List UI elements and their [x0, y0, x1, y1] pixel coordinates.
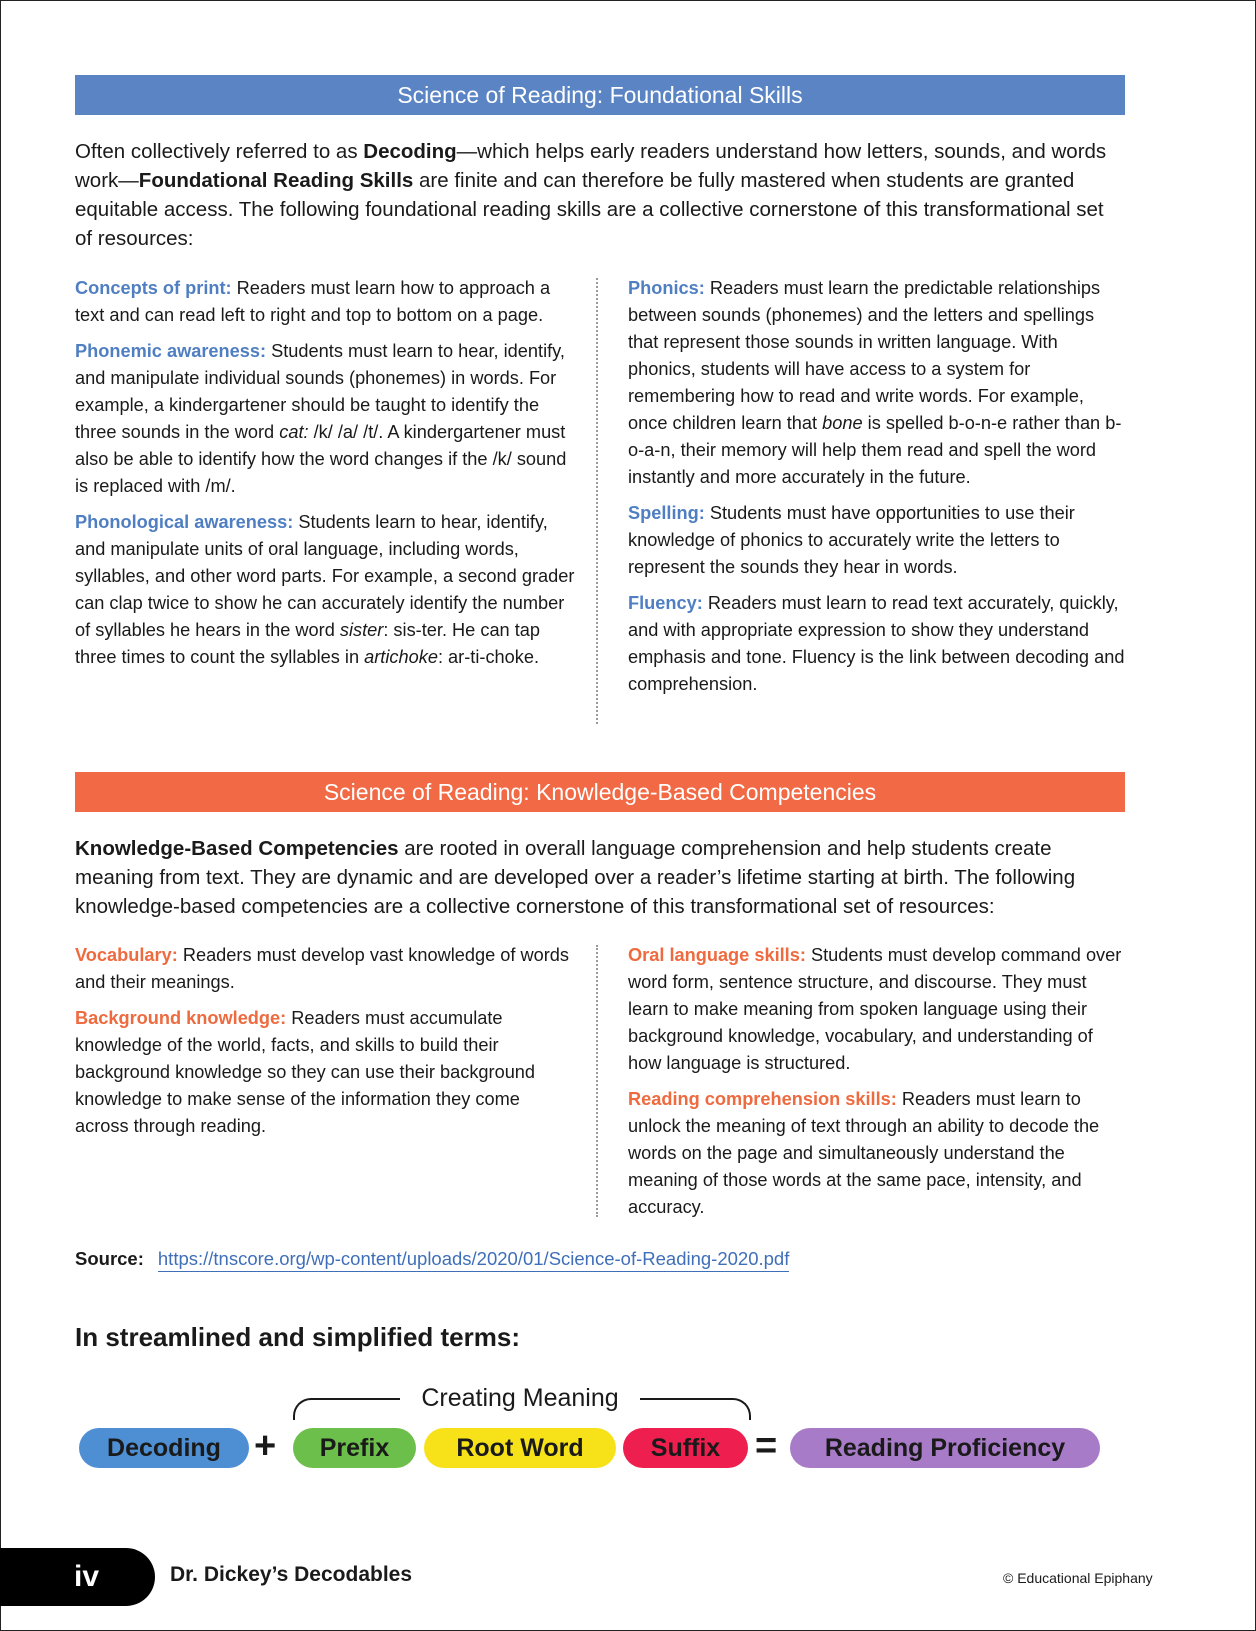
- knowledge-right-column: [628, 942, 1125, 1230]
- suffix-pill: Suffix: [623, 1428, 748, 1468]
- vocabulary-paragraph: Vocabulary: Readers must develop vast knowledge of words and their meanings.: [75, 945, 570, 992]
- simplified-heading: In streamlined and simplified terms:: [75, 1322, 520, 1352]
- source-label: Source:: [75, 1248, 144, 1269]
- spelling-paragraph: Spelling: Students must have opportunities to use their knowledge of phonics to accurately write the letters to represent the sounds they hear in words.: [628, 503, 1075, 577]
- decoding-pill: Decoding: [79, 1428, 249, 1468]
- foundational-right-column: [628, 275, 1125, 707]
- phonemic-awareness-paragraph: Phonemic awareness: Students must learn to hear, identify, and manipulate individual sounds (phonemes) in words. For example, a kindergartener should be taught to identify the three sounds in the word cat: /k/ /a/ /t/. A kindergartener must also be able to identify how the word changes if the /k/ sound is replaced with /m/.: [75, 341, 567, 496]
- source-line: [75, 1248, 789, 1270]
- footer-copyright: © Educational Epiphany: [1003, 1570, 1153, 1586]
- source-link[interactable]: https://tnscore.org/wp-content/uploads/2020/01/Science-of-Reading-2020.pdf: [158, 1248, 789, 1272]
- oral-language-paragraph: Oral language skills: Students must develop command over word form, sentence structure, and discourse. They must learn to make meaning from spoken language using their background knowledge, vocabulary, and understanding of how language is structured.: [628, 945, 1122, 1073]
- creating-meaning-label: Creating Meaning: [400, 1383, 640, 1413]
- root-word-pill: Root Word: [424, 1428, 616, 1468]
- knowledge-left-column: [75, 942, 575, 1149]
- foundational-left-column: [75, 275, 575, 680]
- phonological-awareness-paragraph: Phonological awareness: Students learn to hear, identify, and manipulate units of oral language, including words, syllables, and other word parts. For example, a second grader can clap twice to show he can accurately identify the number of syllables he hears in the word sister: sis-ter. He can tap three times to count the syllables in artichoke: ar-ti-choke.: [75, 512, 575, 667]
- equals-sign: =: [755, 1425, 778, 1467]
- knowledge-intro: Knowledge-Based Competencies are rooted in overall language comprehension and help students create meaning from text. They are dynamic and are developed over a reader’s lifetime starting at birth. The following knowledge-based competencies are a collective cornerstone of this transformational set of resources:: [75, 837, 1076, 918]
- page-number-tab: iv: [0, 1548, 155, 1606]
- footer-title: Dr. Dickey’s Decodables: [170, 1563, 413, 1586]
- plus-sign: +: [254, 1425, 277, 1467]
- fluency-paragraph: Fluency: Readers must learn to read text accurately, quickly, and with appropriate expression to show they understand emphasis and tone. Fluency is the link between decoding and comprehension.: [628, 593, 1125, 694]
- reading-comprehension-paragraph: Reading comprehension skills: Readers must learn to unlock the meaning of text through an ability to decode the words on the page and simultaneously understand the meaning of those words at the same pace, intensity, and accuracy.: [628, 1089, 1100, 1217]
- concepts-of-print-paragraph: Concepts of print: Readers must learn how to approach a text and can read left to right and top to bottom on a page.: [75, 278, 551, 325]
- reading-proficiency-pill: Reading Proficiency: [790, 1428, 1100, 1468]
- foundational-intro: Often collectively referred to as Decoding—which helps early readers understand how letters, sounds, and words work—Foundational Reading Skills are finite and can therefore be fully mastered when students are granted equitable access. The following foundational reading skills are a collective cornerstone of this transformational set of resources:: [75, 140, 1107, 250]
- prefix-pill: Prefix: [293, 1428, 416, 1468]
- background-knowledge-paragraph: Background knowledge: Readers must accumulate knowledge of the world, facts, and skills to build their background knowledge so they can use their background knowledge to make sense of the information they come across through reading.: [75, 1008, 536, 1136]
- knowledge-column-divider: [596, 945, 598, 1217]
- knowledge-banner: Science of Reading: Knowledge-Based Competencies: [75, 772, 1125, 812]
- foundational-banner: Science of Reading: Foundational Skills: [75, 75, 1125, 115]
- foundational-column-divider: [596, 278, 598, 724]
- phonics-paragraph: Phonics: Readers must learn the predictable relationships between sounds (phonemes) and the letters and spellings that represent those sounds in written language. With phonics, students will have access to a system for remembering how to read and write words. For example, once children learn that bone is spelled b-o-n-e rather than b-o-a-n, their memory will help them read and spell the word instantly and more accurately in the future.: [628, 278, 1122, 487]
